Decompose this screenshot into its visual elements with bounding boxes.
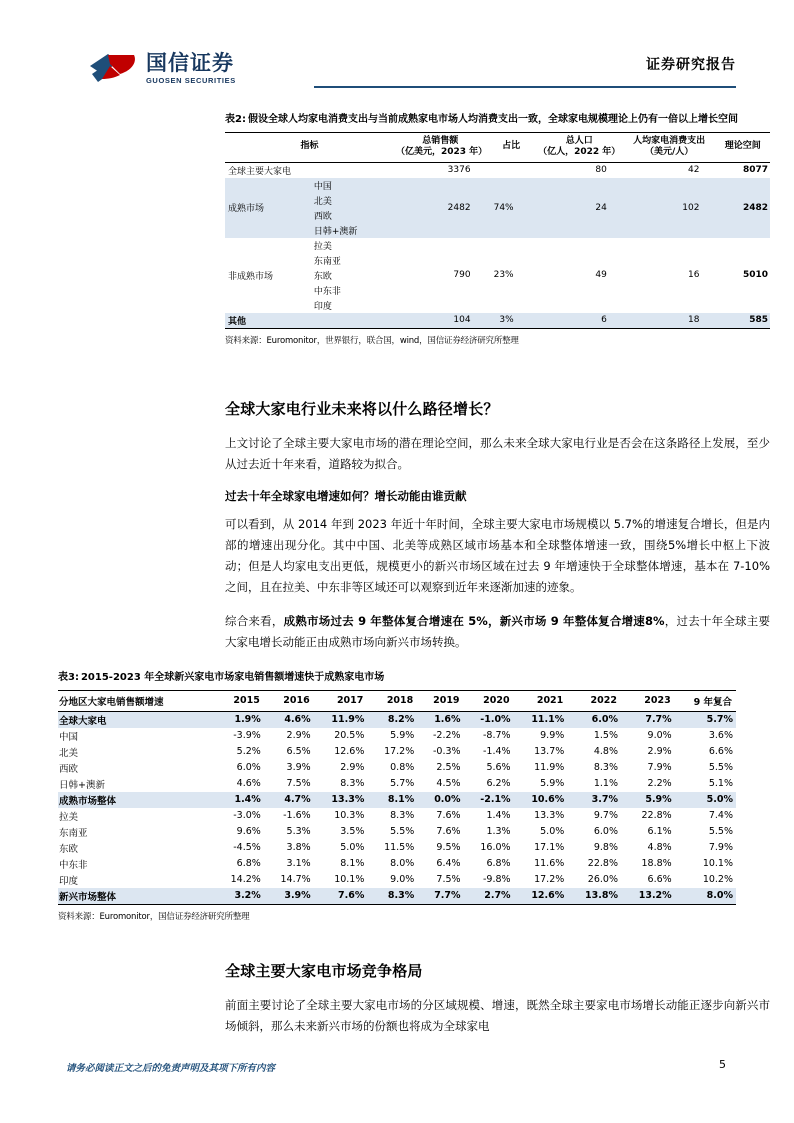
cell-growth: 10.3% — [334, 810, 365, 821]
cell-growth: 4.6% — [284, 714, 311, 725]
cell-theory: 2482 — [742, 202, 768, 213]
cell-region: 印度 — [59, 875, 79, 887]
cell-growth: -0.3% — [432, 746, 461, 757]
cell-population: 6 — [601, 315, 607, 326]
cell-growth: 9.7% — [593, 810, 618, 821]
table3-caption — [58, 670, 736, 686]
table2-header-row — [225, 132, 770, 162]
cell-growth: 17.2% — [534, 874, 565, 885]
footer-page-number: 5 — [719, 1058, 726, 1071]
cell-growth: 22.8% — [641, 810, 672, 821]
cell-theory: 8077 — [742, 165, 768, 176]
table3-caption-text: 2015-2023 年全球新兴家电市场家电销售额增速快于成熟家电市场 — [80, 672, 385, 683]
cell-share: 3% — [499, 315, 514, 326]
table3-label: 表3: — [58, 672, 79, 683]
cell-growth: 0.8% — [390, 762, 415, 773]
cell-growth: 12.6% — [531, 890, 565, 901]
logo-text-cn: 国信证券 — [146, 51, 234, 75]
cell-growth: 7.5% — [436, 874, 461, 885]
section2-title: 全球主要大家电市场竞争格局 — [225, 962, 423, 980]
cell-growth: -1.6% — [283, 810, 311, 821]
cell-growth: 9.9% — [540, 730, 565, 741]
cell-growth: 6.8% — [236, 858, 261, 869]
cell-growth: 5.9% — [540, 778, 565, 789]
cell-growth: 11.9% — [534, 762, 565, 773]
table2-source: 资料来源：Euromonitor，世界银行，联合国，wind，国信证券经济研究所整理 — [225, 335, 519, 346]
page-header — [58, 40, 736, 100]
th-sales-line2: （亿美元，2023 年） — [395, 147, 488, 158]
row-subitem: 东南亚 — [313, 256, 341, 267]
row-subitem: 日韩+澳新 — [313, 226, 358, 237]
row-label: 成熟市场 — [228, 204, 265, 215]
th-cagr: 9 年复合 — [693, 696, 732, 708]
cell-percapita: 18 — [688, 315, 700, 326]
table3-header-row — [58, 690, 736, 711]
table-row — [225, 178, 770, 193]
cell-growth: 3.8% — [286, 842, 311, 853]
th-population-line1: 总人口 — [565, 135, 593, 146]
table2-caption-text: 假设全球人均家电消费支出与当前成熟家电市场人均消费支出一致，全球家电规模理论上仍有一倍以上增长空间 — [247, 114, 738, 125]
cell-growth: 8.3% — [390, 810, 415, 821]
cell-growth: 11.1% — [531, 714, 565, 725]
cell-growth: 8.1% — [387, 794, 415, 805]
cell-sales: 3376 — [447, 165, 471, 176]
brand-logo — [88, 52, 236, 86]
cell-region: 日韩+澳新 — [59, 779, 105, 791]
cell-growth: 10.1% — [702, 858, 733, 869]
cell-growth: 5.3% — [286, 826, 311, 837]
cell-region: 中国 — [59, 731, 79, 743]
row-subitem: 北美 — [313, 196, 332, 207]
cell-growth: 1.4% — [234, 794, 261, 805]
cell-growth: 1.1% — [593, 778, 618, 789]
cell-growth: 5.5% — [708, 826, 733, 837]
th-region: 分地区大家电销售额增速 — [59, 696, 164, 708]
cell-growth: 5.7% — [390, 778, 415, 789]
guosen-logo-icon — [88, 52, 140, 86]
cell-growth: 3.1% — [286, 858, 311, 869]
cell-growth: 7.9% — [647, 762, 672, 773]
th-2016: 2016 — [283, 695, 310, 706]
cell-region: 西欧 — [59, 763, 79, 775]
th-2018: 2018 — [386, 695, 414, 706]
table-row — [225, 313, 770, 329]
cell-growth: 6.1% — [647, 826, 672, 837]
cell-region: 东南亚 — [59, 827, 88, 839]
cell-growth: 7.9% — [708, 842, 733, 853]
cell-growth: 11.9% — [331, 714, 365, 725]
cell-growth: 5.9% — [645, 794, 672, 805]
cell-growth: 5.0% — [540, 826, 565, 837]
cell-growth: 5.5% — [390, 826, 415, 837]
row-label: 非成熟市场 — [228, 271, 274, 282]
cell-growth: 4.5% — [436, 778, 461, 789]
table-row — [225, 238, 770, 253]
cell-growth: 3.9% — [286, 762, 311, 773]
th-2022: 2022 — [590, 695, 617, 706]
cell-growth: 4.6% — [236, 778, 261, 789]
cell-share — [487, 162, 536, 178]
row-subitem: 印度 — [313, 301, 332, 312]
th-2019: 2019 — [433, 695, 460, 706]
cell-share: 74% — [493, 202, 514, 213]
cell-growth: 10.2% — [702, 874, 733, 885]
th-sales — [394, 132, 487, 162]
cell-growth: -3.0% — [233, 810, 261, 821]
cell-growth: 9.6% — [236, 826, 261, 837]
table3-head — [58, 690, 736, 711]
cell-growth: -8.7% — [483, 730, 511, 741]
cell-growth: 6.5% — [286, 746, 311, 757]
cell-growth: 3.6% — [708, 730, 733, 741]
cell-growth: 11.6% — [534, 858, 565, 869]
cell-growth: 13.3% — [331, 794, 365, 805]
cell-growth: 2.2% — [647, 778, 672, 789]
table-row — [58, 728, 736, 744]
cell-growth: 5.5% — [708, 762, 733, 773]
th-2017: 2017 — [336, 695, 364, 706]
cell-growth: 6.4% — [436, 858, 461, 869]
cell-growth: 10.1% — [334, 874, 365, 885]
th-sales-line1: 总销售额 — [422, 135, 459, 146]
cell-growth: 17.2% — [384, 746, 415, 757]
cell-growth: 7.4% — [708, 810, 733, 821]
cell-growth: 3.7% — [591, 794, 618, 805]
cell-sales: 2482 — [447, 202, 471, 213]
row-subitem: 中东非 — [313, 286, 341, 297]
cell-growth: 7.6% — [436, 810, 461, 821]
cell-growth: 7.7% — [645, 714, 672, 725]
cell-growth: 13.2% — [638, 890, 672, 901]
cell-growth: 6.0% — [593, 826, 618, 837]
cell-growth: -9.8% — [483, 874, 511, 885]
cell-growth: 1.6% — [434, 714, 461, 725]
cell-growth: 1.5% — [593, 730, 618, 741]
cell-growth: -4.5% — [233, 842, 261, 853]
cell-growth: 8.2% — [387, 714, 415, 725]
row-label: 其他 — [228, 316, 247, 327]
cell-growth: 6.0% — [236, 762, 261, 773]
report-type-label: 证券研究报告 — [646, 57, 736, 73]
cell-growth: 17.1% — [534, 842, 565, 853]
table2-head — [225, 132, 770, 162]
summary-prefix: 综合来看， — [225, 613, 284, 628]
cell-growth: 6.6% — [708, 746, 733, 757]
table3-source: 资料来源：Euromonitor，国信证券经济研究所整理 — [58, 911, 250, 922]
cell-theory: 5010 — [742, 270, 768, 281]
table-row — [58, 872, 736, 888]
cell-growth: 2.7% — [484, 890, 511, 901]
cell-growth: 4.7% — [284, 794, 311, 805]
cell-growth: 10.6% — [531, 794, 565, 805]
cell-growth: 8.0% — [706, 890, 733, 901]
table-row — [58, 744, 736, 760]
cell-growth: 5.6% — [486, 762, 511, 773]
table3 — [58, 690, 736, 905]
cell-growth: 3.9% — [284, 890, 311, 901]
cell-percapita: 102 — [682, 202, 700, 213]
table-row — [58, 792, 736, 808]
row-subitem: 东欧 — [313, 271, 332, 282]
cell-region: 成熟市场整体 — [59, 795, 117, 807]
cell-region: 东欧 — [59, 843, 79, 855]
cell-growth: 11.5% — [384, 842, 415, 853]
cell-population: 49 — [595, 270, 607, 281]
cell-growth: 7.5% — [286, 778, 311, 789]
table3-block — [58, 670, 736, 922]
th-2015: 2015 — [233, 695, 260, 706]
logo-text-en: GUOSEN SECURITIES — [146, 76, 236, 86]
th-percapita-line2: （美元/人） — [644, 147, 694, 158]
cell-growth: 3.2% — [234, 890, 261, 901]
cell-growth: 6.0% — [591, 714, 618, 725]
page-title: 全球大家电行业未来将以什么路径增长？ — [225, 400, 499, 418]
cell-growth: 1.4% — [486, 810, 511, 821]
cell-sales: 790 — [453, 270, 471, 281]
cell-region: 拉美 — [59, 811, 79, 823]
summary-highlight: 成熟市场过去 9 年整体复合增速在 5%，新兴市场 9 年整体复合增速8% — [283, 613, 665, 628]
cell-region: 中东非 — [59, 859, 88, 871]
cell-growth: 2.5% — [436, 762, 461, 773]
cell-growth: 13.3% — [534, 810, 565, 821]
row-subitem: 中国 — [313, 181, 332, 192]
cell-growth: 9.0% — [647, 730, 672, 741]
cell-growth: 7.6% — [338, 890, 365, 901]
cell-growth: 20.5% — [334, 730, 365, 741]
th-population-line2: （亿人，2022 年） — [538, 147, 621, 158]
cell-growth: 5.2% — [236, 746, 261, 757]
th-theory: 理论空间 — [724, 141, 761, 152]
cell-growth: 8.3% — [340, 778, 365, 789]
th-2023: 2023 — [644, 695, 671, 706]
footer-disclaimer: 请务必阅读正文之后的免责声明及其项下所有内容 — [66, 1063, 276, 1074]
cell-growth: -2.1% — [480, 794, 511, 805]
cell-growth: -3.9% — [233, 730, 261, 741]
cell-region: 新兴市场整体 — [59, 891, 117, 903]
table-row — [58, 808, 736, 824]
table-row — [58, 711, 736, 728]
row-label: 全球主要大家电 — [228, 166, 292, 177]
cell-growth: 6.2% — [486, 778, 511, 789]
cell-growth: 5.0% — [706, 794, 733, 805]
table-row — [58, 840, 736, 856]
cell-population: 24 — [595, 202, 607, 213]
cell-growth: 9.5% — [436, 842, 461, 853]
cell-growth: 8.3% — [593, 762, 618, 773]
paragraph-growth-detail: 可以看到，从 2014 年到 2023 年近十年时间，全球主要大家电市场规模以 5.7%的增速复合增长，但是内部的增速出现分化。其中中国、北美等成熟区域市场基本和全球整体增速一致，围绕5%增长中枢上下波动；但是人均家电支出更低，规模更小的新兴市场区域在过去 9 年增速快于全球整体增速，基本在 7-10%之间，且在拉美、中东非等区域还可以观察到近年来逐渐加速的迹象。 — [225, 516, 770, 595]
cell-growth: 14.7% — [280, 874, 311, 885]
cell-growth: -2.2% — [432, 730, 461, 741]
cell-population: 80 — [595, 165, 607, 176]
cell-region: 全球大家电 — [59, 715, 107, 727]
th-population — [536, 132, 623, 162]
th-2021: 2021 — [536, 695, 564, 706]
cell-growth: 26.0% — [587, 874, 618, 885]
th-metric: 指标 — [300, 141, 319, 152]
table-row — [58, 824, 736, 840]
table2-label: 表2: — [225, 114, 246, 125]
cell-growth: 9.0% — [390, 874, 415, 885]
summary-suffix: ，过去十年全球主要大家电增长动能正由成熟市场向新兴市场转换。 — [225, 613, 770, 649]
cell-growth: 4.8% — [593, 746, 618, 757]
section-growth-path — [225, 398, 770, 665]
cell-growth: 8.1% — [340, 858, 365, 869]
cell-growth: 14.2% — [230, 874, 261, 885]
cell-growth: 0.0% — [434, 794, 461, 805]
cell-theory: 585 — [749, 315, 768, 326]
header-divider — [314, 86, 736, 88]
cell-growth: 2.9% — [647, 746, 672, 757]
th-share: 占比 — [502, 141, 521, 152]
cell-growth: 16.0% — [480, 842, 511, 853]
table-row — [58, 776, 736, 792]
cell-growth: 1.9% — [234, 714, 261, 725]
th-percapita-line1: 人均家电消费支出 — [633, 135, 706, 146]
th-percapita — [623, 132, 716, 162]
cell-growth: -1.4% — [483, 746, 511, 757]
cell-growth: 18.8% — [641, 858, 672, 869]
cell-growth: 1.3% — [486, 826, 511, 837]
cell-growth: 22.8% — [587, 858, 618, 869]
section-competition — [225, 960, 770, 1050]
table-row — [58, 760, 736, 776]
cell-growth: 5.1% — [708, 778, 733, 789]
table2 — [225, 132, 770, 329]
paragraph-summary — [225, 611, 770, 654]
cell-growth: 3.5% — [340, 826, 365, 837]
cell-growth: 9.8% — [593, 842, 618, 853]
row-subitem: 拉美 — [313, 241, 332, 252]
table-row — [58, 888, 736, 905]
cell-growth: 8.3% — [387, 890, 415, 901]
table-row — [58, 856, 736, 872]
paragraph-intro: 上文讨论了全球主要大家电市场的潜在理论空间，那么未来全球大家电行业是否会在这条路径上发展，至少从过去近十年来看，道路较为拟合。 — [225, 436, 770, 472]
table2-block — [225, 112, 770, 346]
table3-body — [58, 711, 736, 904]
cell-growth: 4.8% — [647, 842, 672, 853]
cell-growth: 6.6% — [647, 874, 672, 885]
cell-percapita: 16 — [688, 270, 700, 281]
table2-caption — [225, 112, 770, 128]
cell-sales: 104 — [453, 315, 471, 326]
table-row — [225, 162, 770, 178]
cell-growth: 2.9% — [286, 730, 311, 741]
cell-growth: 13.7% — [534, 746, 565, 757]
paragraph-competition: 前面主要讨论了全球主要大家电市场的分区域规模、增速，既然全球主要家电市场增长动能正逐步向新兴市场倾斜，那么未来新兴市场的份额也将成为全球家电 — [225, 998, 770, 1034]
cell-growth: 12.6% — [334, 746, 365, 757]
row-subitem: 西欧 — [313, 211, 332, 222]
cell-growth: 5.7% — [706, 714, 733, 725]
cell-growth: 2.9% — [340, 762, 365, 773]
subsection-title: 过去十年全球家电增速如何？增长动能由谁贡献 — [225, 488, 467, 503]
cell-growth: 7.6% — [436, 826, 461, 837]
cell-growth: 13.8% — [585, 890, 618, 901]
table2-body — [225, 162, 770, 328]
cell-growth: 5.9% — [390, 730, 415, 741]
th-2020: 2020 — [483, 695, 510, 706]
cell-percapita: 42 — [688, 165, 700, 176]
cell-growth: 7.7% — [434, 890, 461, 901]
cell-region: 北美 — [59, 747, 79, 759]
cell-share: 23% — [493, 270, 514, 281]
cell-growth: 8.0% — [390, 858, 415, 869]
cell-growth: 6.8% — [486, 858, 511, 869]
cell-growth: -1.0% — [480, 714, 511, 725]
cell-growth: 5.0% — [340, 842, 365, 853]
